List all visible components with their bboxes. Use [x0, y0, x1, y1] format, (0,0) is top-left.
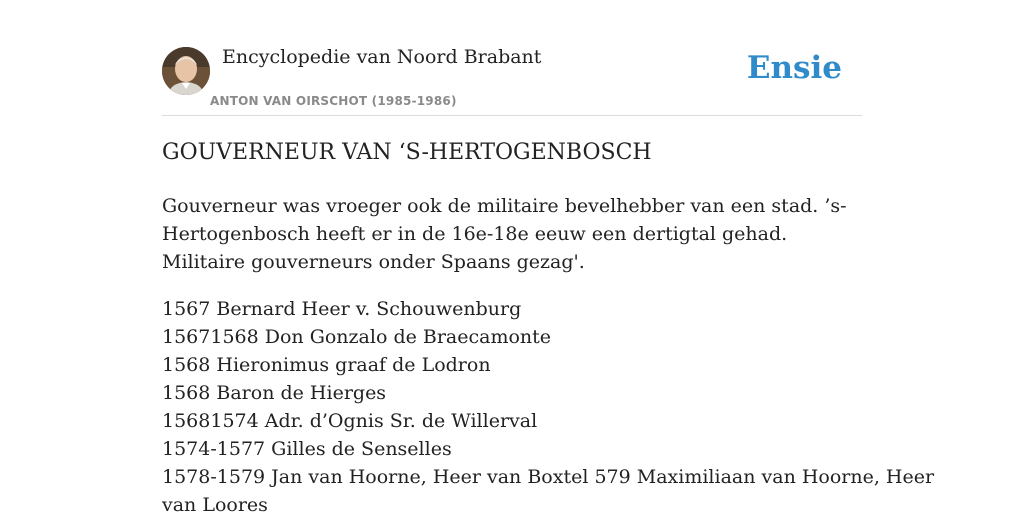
- brand-logo[interactable]: Ensie: [746, 50, 842, 86]
- list-line: van Loores: [162, 494, 268, 512]
- article-intro: Gouverneur was vroeger ook de militaire bevelhebber van een stad. ’s-Hertogenbosch heeft er in de 16e-18e eeuw een dertigtal gehad. Militaire gouverneurs onder Spaans gezag'.: [162, 195, 847, 273]
- author-byline[interactable]: ANTON VAN OIRSCHOT (1985-1986): [210, 94, 457, 108]
- source-title[interactable]: Encyclopedie van Noord Brabant: [222, 46, 542, 68]
- list-line: 1567 Bernard Heer v. Schouwenburg: [162, 298, 522, 320]
- list-line: 1574-1577 Gilles de Senselles: [162, 438, 452, 460]
- header-divider: [162, 115, 862, 116]
- author-avatar[interactable]: [162, 47, 210, 95]
- header: [162, 44, 862, 116]
- avatar-image: [162, 47, 210, 95]
- list-line: 1568 Hieronimus graaf de Lodron: [162, 354, 491, 376]
- governor-list: [162, 295, 935, 512]
- list-line: 15671568 Don Gonzalo de Braecamonte: [162, 326, 552, 348]
- list-line: 15681574 Adr. d’Ognis Sr. de Willerval: [162, 410, 538, 432]
- list-line: 1578-1579 Jan van Hoorne, Heer van Boxtel 579 Maximiliaan van Hoorne, Heer: [162, 466, 935, 488]
- article-title: GOUVERNEUR VAN ‘S-HERTOGENBOSCH: [162, 140, 652, 165]
- list-line: 1568 Baron de Hierges: [162, 382, 387, 404]
